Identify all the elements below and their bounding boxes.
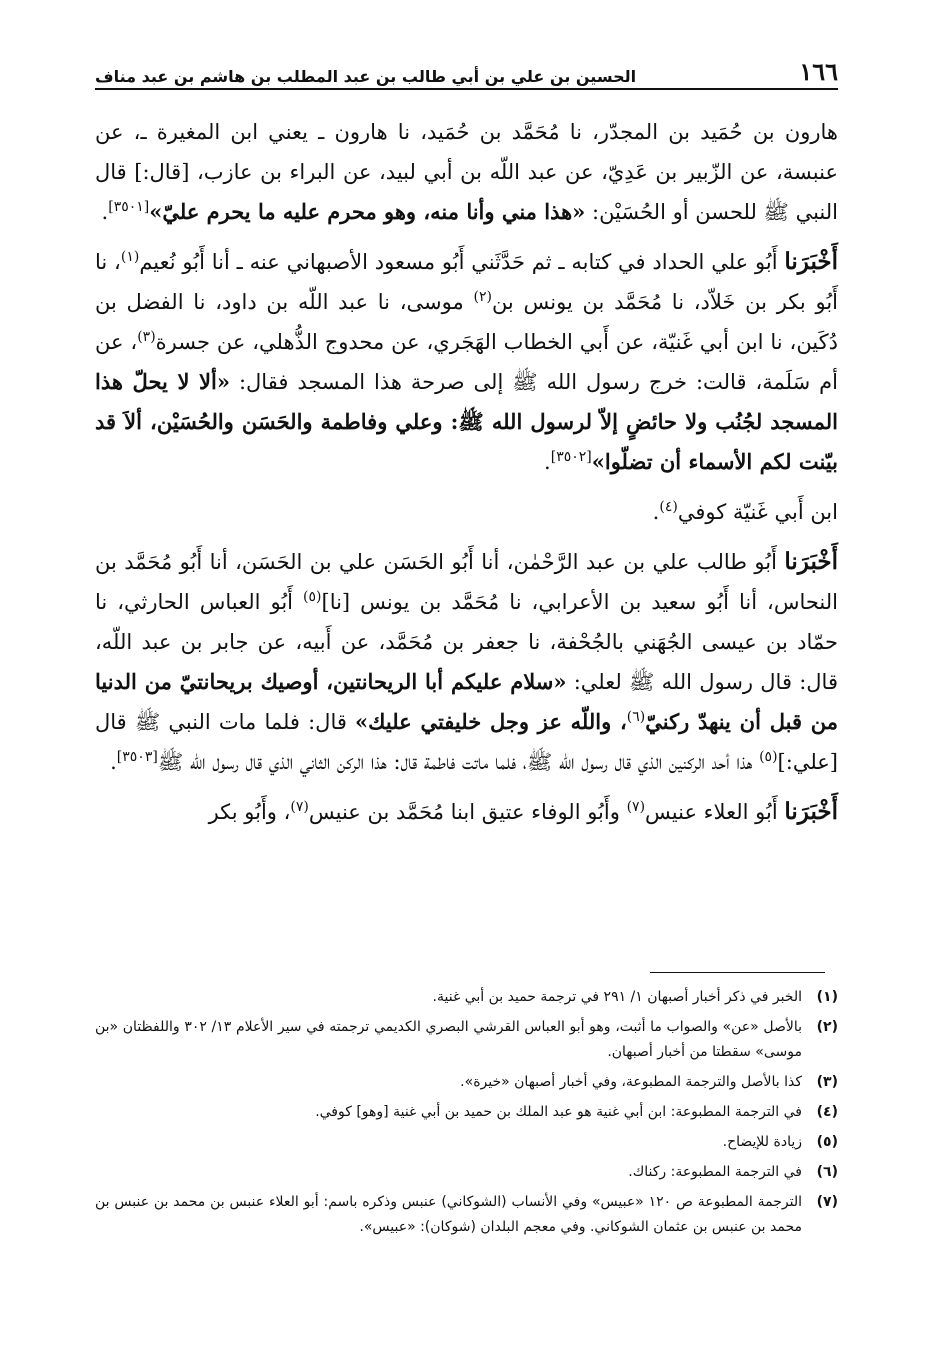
hadith-quote: ، واللّه عز وجل خليفتي عليك» [355, 709, 627, 734]
paragraph-text: موسى، نا عبد اللّه بن داود، نا الفضل بن دُكَين، نا ابن أبي غَنيّة، عن أَبي الخطاب الهَجَري، عن محدوج الذُّهلي، عن جسرة [95, 290, 838, 354]
footnote-ref: (٥) [759, 749, 778, 765]
footnote-text: الترجمة المطبوعة ص ١٢٠ «عبيس» وفي الأنساب (الشوكاني) عنبس وذكره باسم: أبو العلاء عنبس بن محمد بن عنبس بن محمد بن عنبس بن عثمان الشوكاني. وفي معجم البلدان (شوكان): «عبيس». [95, 1194, 803, 1235]
footnote-item [95, 1015, 838, 1065]
main-text [95, 112, 838, 842]
footnote-divider [650, 972, 825, 973]
paragraph-text: أَبُو العلاء عنيس [645, 800, 785, 824]
footnote-text: زيادة للإيضاح. [722, 1134, 802, 1150]
footnote-number: (٥) [816, 1134, 838, 1150]
footnote-number: (٤) [816, 1104, 838, 1120]
footnote-item [95, 1190, 838, 1240]
hadith-quote: «هذا مني وأنا منه، وهو محرم عليه ما يحرم عليّ» [149, 199, 586, 224]
paragraph-tail: . [544, 450, 551, 474]
narration-lead: أَخْبَرَنا [784, 248, 838, 275]
footnote-item [95, 1070, 838, 1095]
paragraph-tail: . [101, 200, 109, 224]
footnote-text: الخبر في ذكر أخبار أصبهان ١/ ٢٩١ في ترجمة حميد بن أبي غنية. [432, 989, 802, 1005]
hadith-number: [٣٥٠١] [108, 199, 150, 215]
footnote-ref: (٥) [303, 589, 322, 605]
paragraph-text: أَبُو طالب علي بن عبد الرَّحْمٰن، أنا أَبُو الحَسَن علي بن الحَسَن، أنا أَبُو مُحَمَّد بن النحاس، أنا أَبُو سعيد بن الأعرابي، نا مُحَمَّد بن يونس [نا] [95, 550, 838, 614]
footnote-number: (٢) [816, 1019, 838, 1035]
paragraph-3 [95, 492, 838, 532]
footnote-ref: (١) [120, 249, 140, 265]
footnote-item [95, 985, 838, 1010]
paragraph-text: هارون بن حُمَيد بن المجدّر، نا مُحَمَّد بن حُمَيد، نا هارون ـ يعني ابن المغيرة ـ، عن عنبسة، عن الزّبير بن عَدِيّ، عن عبد اللّه بن أبي لبيد، عن البراء بن عازب، [قال:] قال النبي ﷺ للحسن أو الحُسَيْن: [95, 120, 838, 224]
paragraph-text: أَبُو علي الحداد في كتابه ـ ثم حَدَّثَني أَبُو مسعود الأصبهاني عنه ـ أنا أَبُو نُعيم [139, 250, 785, 274]
footnotes [95, 985, 838, 1245]
paragraph-text: قال: فلما مات النبي ﷺ قال [علي:] [95, 710, 838, 774]
footnote-ref: (٤) [659, 499, 678, 515]
paragraph-text: أَبُو العباس الحارثي، نا حمّاد بن عيسى الجُهَني بالجُحْفة، نا جعفر بن مُحَمَّد، عن أَبيه، عن جابر بن عبد اللّه، قال: قال رسول الله ﷺ لعلي: [95, 590, 838, 694]
paragraph-2 [95, 242, 838, 482]
page-number: ١٦٦ [799, 57, 838, 86]
footnote-ref: (٢) [473, 289, 492, 305]
footnote-number: (٦) [816, 1164, 838, 1180]
footnote-ref: (٧) [290, 799, 309, 815]
footnote-number: (١) [816, 989, 838, 1005]
hadith-quote: «ألا لا يحلّ هذا المسجد لجُنُب ولا حائضٍ إلاّ لرسول الله ﷺ: وعلي وفاطمة والحَسَن والحُسَيْن، ألاَ قد بيّنت لكم الأسماء أن تضلّوا» [95, 369, 838, 474]
paragraph-4 [95, 542, 838, 782]
footnote-text: في الترجمة المطبوعة: ركناك. [628, 1164, 802, 1180]
page-header [95, 52, 838, 90]
running-title: الحسين بن علي بن أبي طالب بن عبد المطلب بن هاشم بن عبد مناف [95, 67, 637, 86]
paragraph-text: وأَبُو الوفاء عتيق ابنا مُحَمَّد بن عنيس [308, 800, 627, 824]
footnote-number: (٧) [816, 1194, 838, 1210]
paragraph-text: ، نا أَبُو بكر بن خَلاّد، نا مُحَمَّد بن يونس بن [95, 250, 838, 314]
paragraph-tail: . [110, 750, 117, 774]
footnote-item [95, 1100, 838, 1125]
paragraph-5 [95, 792, 838, 832]
narration-lead: أَخْبَرَنا [784, 798, 838, 825]
footnote-ref: (٣) [137, 329, 156, 345]
paragraph-text: ابن أَبي غَنيّة كوفي [677, 500, 838, 524]
hadith-number: [٣٥٠٢] [550, 449, 592, 465]
paragraph-text: هذا أحد الركنين الذي قال رسول الله ﷺ، فلما ماتت فاطمة قال: هذا الركن الثاني الذي قال رسول الله ﷺ [157, 750, 760, 774]
paragraph-1 [95, 112, 838, 232]
footnote-ref: (٦) [626, 709, 646, 725]
narration-lead: أَخْبَرَنا [784, 548, 838, 575]
paragraph-tail: . [652, 500, 660, 524]
footnote-text: بالأصل «عن» والصواب ما أثبت، وهو أبو العباس القرشي البصري الكديمي ترجمته في سير الأعلام ١٣/ ٣٠٢ واللفظتان «بن موسى» سقطتا من أخبار أصبهان. [95, 1019, 802, 1060]
footnote-number: (٣) [816, 1074, 838, 1090]
paragraph-text: ، عن أم سَلَمة، قالت: خرج رسول الله ﷺ إلى صرحة هذا المسجد فقال: [95, 330, 838, 394]
hadith-number: [٣٥٠٣] [116, 749, 158, 765]
footnote-text: في الترجمة المطبوعة: ابن أبي غنية هو عبد الملك بن حميد بن أبي غنية [وهو] كوفي. [315, 1104, 802, 1120]
footnote-item [95, 1130, 838, 1155]
footnote-item [95, 1160, 838, 1185]
hadith-quote: «سلام عليكم أبا الريحانتين، أوصيك بريحانتيّ من الدنيا من قبل أن ينهدّ ركنيّ [95, 669, 838, 734]
footnote-ref: (٧) [626, 799, 646, 815]
paragraph-text: ، وأَبُو بكر [208, 800, 291, 824]
footnote-text: كذا بالأصل والترجمة المطبوعة، وفي أخبار أصبهان «خيرة». [460, 1074, 802, 1090]
